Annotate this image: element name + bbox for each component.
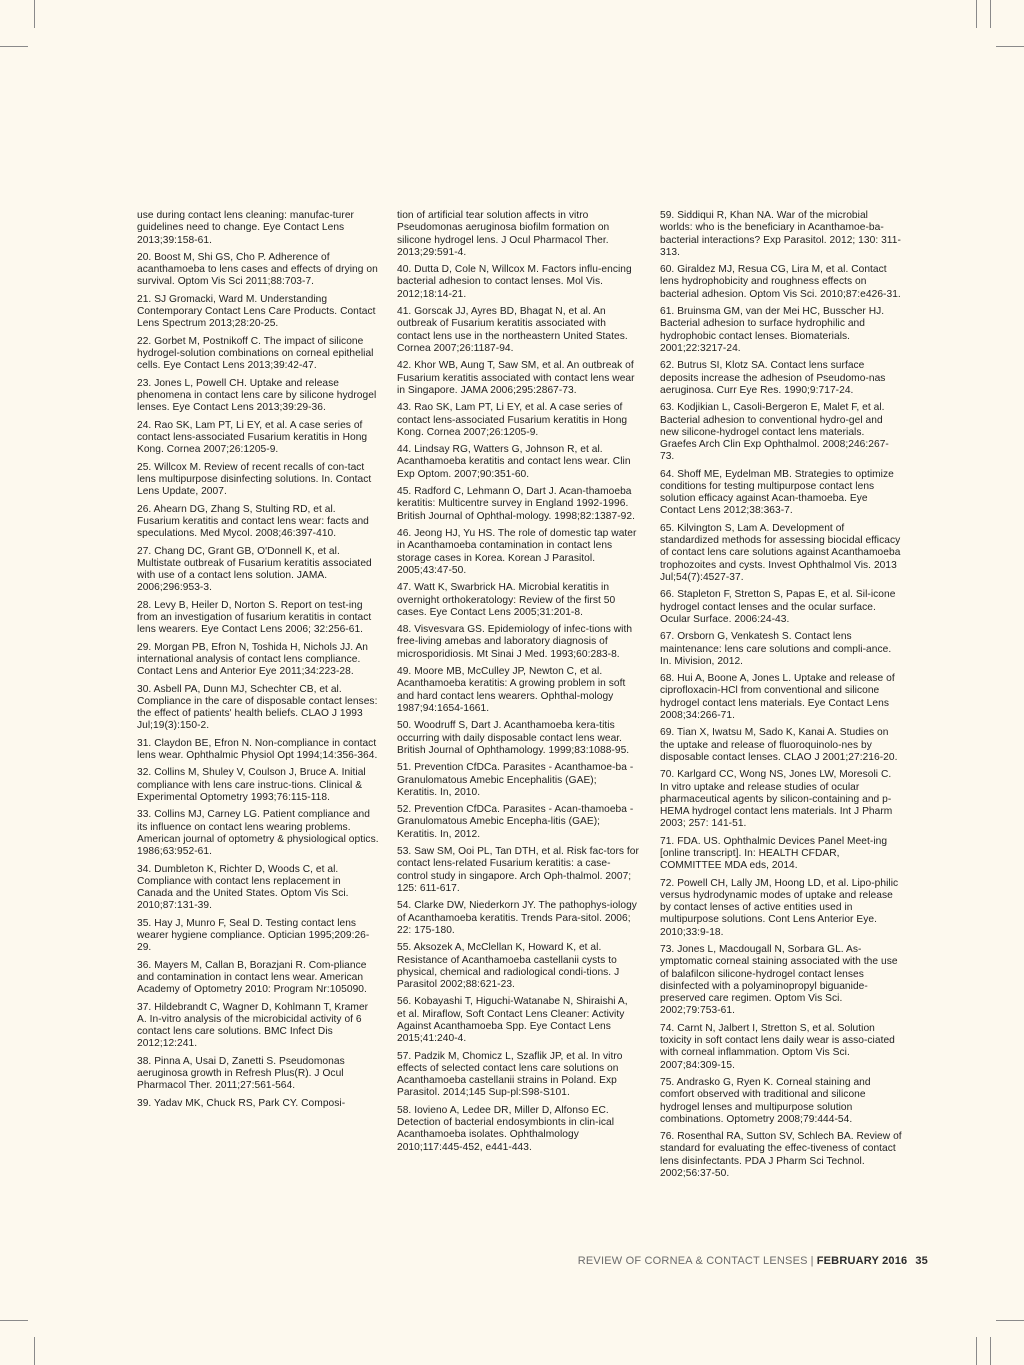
reference-item: 27. Chang DC, Grant GB, O'Donnell K, et al. Multistate outbreak of Fusarium keratitis associated with use of a contact lens solution. JAMA. 2006;296:953-3. [137, 545, 372, 594]
reference-item: 21. SJ Gromacki, Ward M. Understanding Contemporary Contact Lens Care Products. Contact Lens Spectrum 2013;28:20-25. [137, 293, 376, 330]
reference-item: 48. Visvesvara GS. Epidemiology of infec-tions with free-living amebas and laboratory diagnosis of microsporidiosis. Mt Sinai J Med. 1993;60:283-8. [397, 624, 633, 660]
reference-item: 26. Ahearn DG, Zhang S, Stulting RD, et al. Fusarium keratitis and contact lens wear: facts and speculations. Med Mycol. 2008;46:397-410. [137, 503, 369, 540]
crop-mark [996, 1320, 1024, 1321]
reference-item: 34. Dumbleton K, Richter D, Woods C, et al. Compliance with contact lens replacement in Canada and the United States. Optom Vis Sci. 2010;87:131-39. [137, 863, 349, 912]
reference-item: 47. Watt K, Swarbrick HA. Microbial keratitis in overnight orthokeratology: Review of the first 50 cases. Eye Contact Lens 2005;31:201-8. [397, 582, 616, 618]
reference-item: 41. Gorscak JJ, Ayres BD, Bhagat N, et al. An outbreak of Fusarium keratitis associated with contact lens use in the northeastern United States. Cornea 2007;26:1187-94. [397, 306, 628, 354]
reference-item: 70. Karlgard CC, Wong NS, Jones LW, Moresoli C. In vitro uptake and release studies of ocular pharmaceutical agents by silicon-containing and p-HEMA hydrogel contact lens materials. Int J Pharm 2003; 257: 141-51. [660, 769, 893, 830]
reference-item: 68. Hui A, Boone A, Jones L. Uptake and release of ciprofloxacin-HCl from conventional and silicone hydrogel contact lens materials. Eye Contact Lens 2008;34:266-71. [660, 673, 895, 721]
crop-mark [976, 0, 977, 28]
reference-item: 54. Clarke DW, Niederkorn JY. The pathophys-iology of Acanthamoeba keratitis. Trends Para-sitol. 2006; 22: 175-180. [397, 900, 637, 936]
references-column-3 [660, 210, 902, 1185]
reference-item: 61. Bruinsma GM, van der Mei HC, Busscher HJ. Bacterial adhesion to surface hydrophilic and hydrophobic contact lenses. Biomaterials. 2001;22:3217-24. [660, 306, 885, 354]
reference-item: 38. Pinna A, Usai D, Zanetti S. Pseudomonas aeruginosa growth in Refresh Plus(R). J Ocul Pharmacol Ther. 2011;27:561-564. [137, 1055, 345, 1092]
reference-item: 56. Kobayashi T, Higuchi-Watanabe N, Shiraishi A, et al. Miraflow, Soft Contact Lens Cleaner: Activity Against Acanthamoeba Spp. Eye Contact Lens 2015;41:240-4. [397, 996, 628, 1045]
reference-item: 35. Hay J, Munro F, Seal D. Testing contact lens wearer hygiene compliance. Optician 1995;209:26-29. [137, 917, 370, 954]
references-column-1 [137, 210, 379, 1115]
journal-name: REVIEW OF CORNEA & CONTACT LENSES [577, 1255, 808, 1267]
reference-item: 57. Padzik M, Chomicz L, Szaflik JP, et al. In vitro effects of selected contact lens care solutions on Acanthamoeba castellanii strains in Poland. Exp Parasitol. 2014;145 Sup-pl:S98-S101. [397, 1050, 623, 1099]
reference-item: 64. Shoff ME, Eydelman MB. Strategies to optimize conditions for testing multipurpose contact lens solution efficacy against Acan-thamoeba. Eye Contact Lens 2012;38:363-7. [660, 468, 894, 517]
reference-item: 72. Powell CH, Lally JM, Hoong LD, et al. Lipo-philic versus hydrodynamic modes of uptake and release by contact lenses of active entities used in multipurpose solutions. Cont Lens Anterior Eye. 2010;33:9-18. [660, 877, 899, 938]
reference-item: 33. Collins MJ, Carney LG. Patient compliance and its influence on contact lens wearing problems. American journal of optometry & physiological optics. 1986;63:952-61. [137, 809, 379, 858]
crop-mark [976, 1337, 977, 1365]
crop-mark [990, 1337, 991, 1365]
reference-item: 36. Mayers M, Callan B, Borazjani R. Com-pliance and contamination in contact lens wear. American Academy of Optometry 2010: Program Nr:105090. [137, 959, 367, 996]
reference-item: 62. Butrus SI, Klotz SA. Contact lens surface deposits increase the adhesion of Pseudomo-nas aeruginosa. Curr Eye Res. 1990;9:717-24. [660, 360, 886, 396]
reference-item: 53. Saw SM, Ooi PL, Tan DTH, et al. Risk fac-tors for contact lens-related Fusarium keratitis: a case-control study in singapore. Arch Oph-thalmol. 2007; 125: 611-617. [397, 846, 639, 894]
reference-item: 44. Lindsay RG, Watters G, Johnson R, et al. Acanthamoeba keratitis and contact lens wear. Clin Exp Optom. 2007;90:351-60. [397, 444, 631, 480]
reference-item: 65. Kilvington S, Lam A. Development of standardized methods for assessing biocidal efficacy of contact lens care solutions against Acanthamoeba trophozoites and cysts. Invest Ophthalmol Vis. 2013 Jul;54(7):4527-37. [660, 522, 901, 583]
crop-mark [0, 1320, 28, 1321]
reference-item: tion of artificial tear solution affects in vitro Pseudomonas aeruginosa biofilm formation on silicone hydrogel lens. J Ocul Pharmacol Ther. 2013;29:591-4. [397, 210, 610, 258]
reference-item: 45. Radford C, Lehmann O, Dart J. Acan-thamoeba keratitis: Multicentre survey in England 1992-1996. British Journal of Ophthal-mology. 1998;82:1387-92. [397, 486, 635, 522]
reference-item: 30. Asbell PA, Dunn MJ, Schechter CB, et al. Compliance in the care of disposable contact lenses: the effect of patients' health beliefs. CLAO J 1993 Jul;19(3):150-2. [137, 683, 378, 732]
reference-item: 40. Dutta D, Cole N, Willcox M. Factors influ-encing bacterial adhesion to contact lenses. Mol Vis. 2012;18:14-21. [397, 264, 632, 300]
reference-item: 29. Morgan PB, Efron N, Toshida H, Nichols JJ. An international analysis of contact lens compliance. Contact Lens and Anterior Eye 2011;34:223-28. [137, 641, 369, 678]
crop-mark [34, 1337, 35, 1365]
reference-item: 49. Moore MB, McCulley JP, Newton C, et al. Acanthamoeba keratitis: A growing problem in soft and hard contact lens wearers. Ophthal-mology 1987;94:1654-1661. [397, 666, 626, 714]
reference-item: 20. Boost M, Shi GS, Cho P. Adherence of acanthamoeba to lens cases and effects of drying on survival. Optom Vis Sci 2011;88:703-7. [137, 251, 378, 288]
reference-item: 50. Woodruff S, Dart J. Acanthamoeba kera-titis occurring with daily disposable contact lens wear. British Journal of Ophthamology. 1999;83:1088-95. [397, 720, 630, 756]
reference-item: 22. Gorbet M, Postnikoff C. The impact of silicone hydrogel-solution combinations on corneal epithelial cells. Eye Contact Lens 2013;39:42-47. [137, 335, 374, 372]
reference-item: 55. Aksozek A, McClellan K, Howard K, et al. Resistance of Acanthamoeba castellanii cysts to physical, chemical and radiological condi-tions. J Parasitol 2002;88:621-23. [397, 942, 620, 990]
reference-item: 71. FDA. US. Ophthalmic Devices Panel Meet-ing [online transcript]. In: HEALTH CFDAR, COMMITTEE MDA eds, 2014. [660, 835, 888, 872]
reference-item: 39. Yadav MK, Chuck RS, Park CY. Composi- [137, 1097, 346, 1109]
reference-item: 31. Claydon BE, Efron N. Non-compliance in contact lens wear. Ophthalmic Physiol Opt 1994;14:356-364. [137, 737, 378, 761]
reference-item: 42. Khor WB, Aung T, Saw SM, et al. An outbreak of Fusarium keratitis associated with contact lens wear in Singapore. JAMA 2006;295:2867-73. [397, 360, 635, 396]
reference-item: 73. Jones L, Macdougall N, Sorbara GL. As-ymptomatic corneal staining associated with the use of balafilcon silicone-hydrogel contact lenses disinfected with a polyaminopropyl biguanide-preserved care regimen. Optom Vis Sci. 2002;79:753-61. [660, 944, 898, 1017]
reference-item: 23. Jones L, Powell CH. Uptake and release phenomena in contact lens care by silicone hydrogel lenses. Eye Contact Lens 2013;39:29-36. [137, 377, 377, 414]
reference-item: 75. Andrasko G, Ryen K. Corneal staining and comfort observed with traditional and silicone hydrogel lenses and multipurpose solution combinations. Optometry 2008;79:444-54. [660, 1077, 871, 1125]
reference-item: 58. Iovieno A, Ledee DR, Miller D, Alfonso EC. Detection of bacterial endosymbionts in clin-ical Acanthamoeba isolates. Ophthalmology 2010;117:445-452, e441-443. [397, 1104, 615, 1153]
crop-mark [34, 0, 35, 28]
crop-mark [0, 46, 28, 47]
reference-item: 76. Rosenthal RA, Sutton SV, Schlech BA. Review of standard for evaluating the effec-tiveness of contact lens disinfectants. PDA J Pharm Sci Technol. 2002;56:37-50. [660, 1131, 902, 1179]
reference-item: 63. Kodjikian L, Casoli-Bergeron E, Malet F, et al. Bacterial adhesion to conventional hydro-gel and new silicone-hydrogel contact lens materials. Graefes Arch Clin Exp Ophthalmol. 2008;246:267-73. [660, 402, 889, 463]
reference-item: 46. Jeong HJ, Yu HS. The role of domestic tap water in Acanthamoeba contamination in contact lens storage cases in Korea. Korean J Parasitol. 2005;43:47-50. [397, 528, 637, 576]
reference-item: 69. Tian X, Iwatsu M, Sado K, Kanai A. Studies on the uptake and release of fluoroquinolo-nes by disposable contact lenses. CLAO J 2001;27:216-20. [660, 727, 898, 763]
issue-date: FEBRUARY 2016 [816, 1255, 908, 1267]
crop-mark [996, 46, 1024, 47]
reference-item: 43. Rao SK, Lam PT, Li EY, et al. A case series of contact lens-associated Fusarium keratitis in Hong Kong. Cornea 2007;26:1205-9. [397, 402, 628, 438]
page-number: 35 [915, 1255, 928, 1267]
reference-item: 59. Siddiqui R, Khan NA. War of the microbial worlds: who is the beneficiary in Acanthamoe-ba-bacterial interactions? Exp Parasitol. 2012; 130: 311-313. [660, 210, 901, 258]
reference-item: 67. Orsborn G, Venkatesh S. Contact lens maintenance: lens care solutions and compli-ance. In. Mivision, 2012. [660, 631, 892, 667]
reference-item: 52. Prevention CfDCa. Parasites - Acan-thamoeba - Granulomatous Amebic Encepha-litis (GAE); Keratitis. In, 2012. [397, 804, 634, 840]
reference-item: 37. Hildebrandt C, Wagner D, Kohlmann T, Kramer A. In-vitro analysis of the microbicidal activity of 6 contact lens care solutions. BMC Infect Dis 2012;12:241. [137, 1001, 369, 1050]
references-column-2 [397, 210, 639, 1159]
reference-item: use during contact lens cleaning: manufac-turer guidelines need to change. Eye Contact Lens 2013;39:158-61. [137, 210, 354, 246]
reference-item: 32. Collins M, Shuley V, Coulson J, Bruce A. Initial compliance with lens care instruc-tions. Clinical & Experimental Optometry 1993;76:115-118. [137, 767, 366, 803]
reference-item: 74. Carnt N, Jalbert I, Stretton S, et al. Solution toxicity in soft contact lens daily wear is asso-ciated with corneal inflammation. Optom Vis Sci. 2007;84:309-15. [660, 1022, 895, 1071]
reference-item: 25. Willcox M. Review of recent recalls of con-tact lens multipurpose disinfecting solutions. In. Contact Lens Update, 2007. [137, 461, 372, 498]
reference-item: 24. Rao SK, Lam PT, Li EY, et al. A case series of contact lens-associated Fusarium keratitis in Hong Kong. Cornea 2007;26:1205-9. [137, 419, 368, 456]
reference-item: 60. Giraldez MJ, Resua CG, Lira M, et al. Contact lens hydrophobicity and roughness effects on bacterial adhesion. Optom Vis Sci. 2010;87:e426-31. [660, 264, 901, 300]
crop-mark [990, 0, 991, 28]
reference-item: 51. Prevention CfDCa. Parasites - Acanthamoe-ba - Granulomatous Amebic Encephalitis (GAE); Keratitis. In, 2010. [397, 762, 634, 798]
reference-item: 66. Stapleton F, Stretton S, Papas E, et al. Sil-icone hydrogel contact lenses and the ocular surface. Ocular Surface. 2006:24-43. [660, 589, 896, 625]
page-footer [578, 1255, 928, 1267]
footer-separator: | [810, 1255, 814, 1267]
reference-item: 28. Levy B, Heiler D, Norton S. Report on test-ing from an investigation of fusarium keratitis in contact lens wearers. Eye Contact Lens 2006; 32:256-61. [137, 599, 372, 636]
